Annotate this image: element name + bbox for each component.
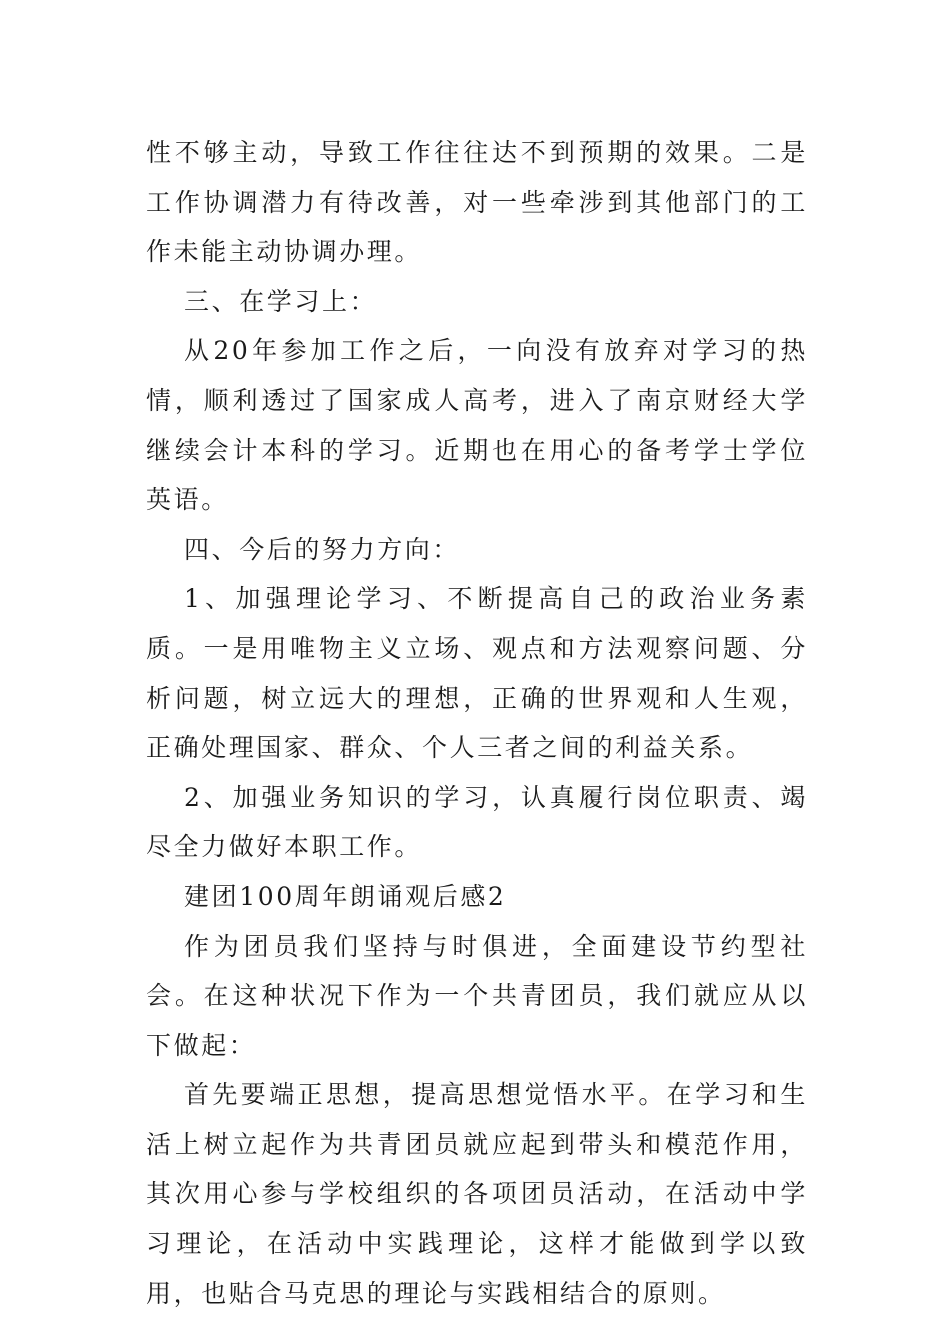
document-body [146, 128, 808, 1318]
section-heading-future: 四、今后的努力方向： [184, 534, 461, 564]
paragraph-item-1: 1、加强理论学习、不断提高自己的政治业务素质。一是用唯物主义立场、观点和方法观察问题、分析问题，树立远大的理想，正确的世界观和人生观，正确处理国家、群众、个人三者之间的利益关系。 [146, 584, 808, 763]
article-title: 建团100周年朗诵观后感2 [184, 881, 507, 911]
paragraph-intro: 作为团员我们坚持与时俱进，全面建设节约型社会。在这种状况下作为一个共青团员，我们就应从以下做起： [146, 931, 808, 1060]
paragraph-continued: 性不够主动，导致工作往往达不到预期的效果。二是工作协调潜力有待改善，对一些牵涉到其他部门的工作未能主动协调办理。 [146, 138, 808, 267]
section-heading-study: 三、在学习上： [184, 286, 378, 316]
paragraph-item-2: 2、加强业务知识的学习，认真履行岗位职责、竭尽全力做好本职工作。 [146, 782, 808, 862]
paragraph-first: 首先要端正思想，提高思想觉悟水平。在学习和生活上树立起作为共青团员就应起到带头和模范作用，其次用心参与学校组织的各项团员活动，在活动中学习理论，在活动中实践理论，这样才能做到学以致用，也贴合马克思的理论与实践相结合的原则。 [146, 1080, 808, 1308]
paragraph-study: 从20年参加工作之后，一向没有放弃对学习的热情，顺利透过了国家成人高考，进入了南京财经大学继续会计本科的学习。近期也在用心的备考学士学位英语。 [146, 336, 808, 515]
